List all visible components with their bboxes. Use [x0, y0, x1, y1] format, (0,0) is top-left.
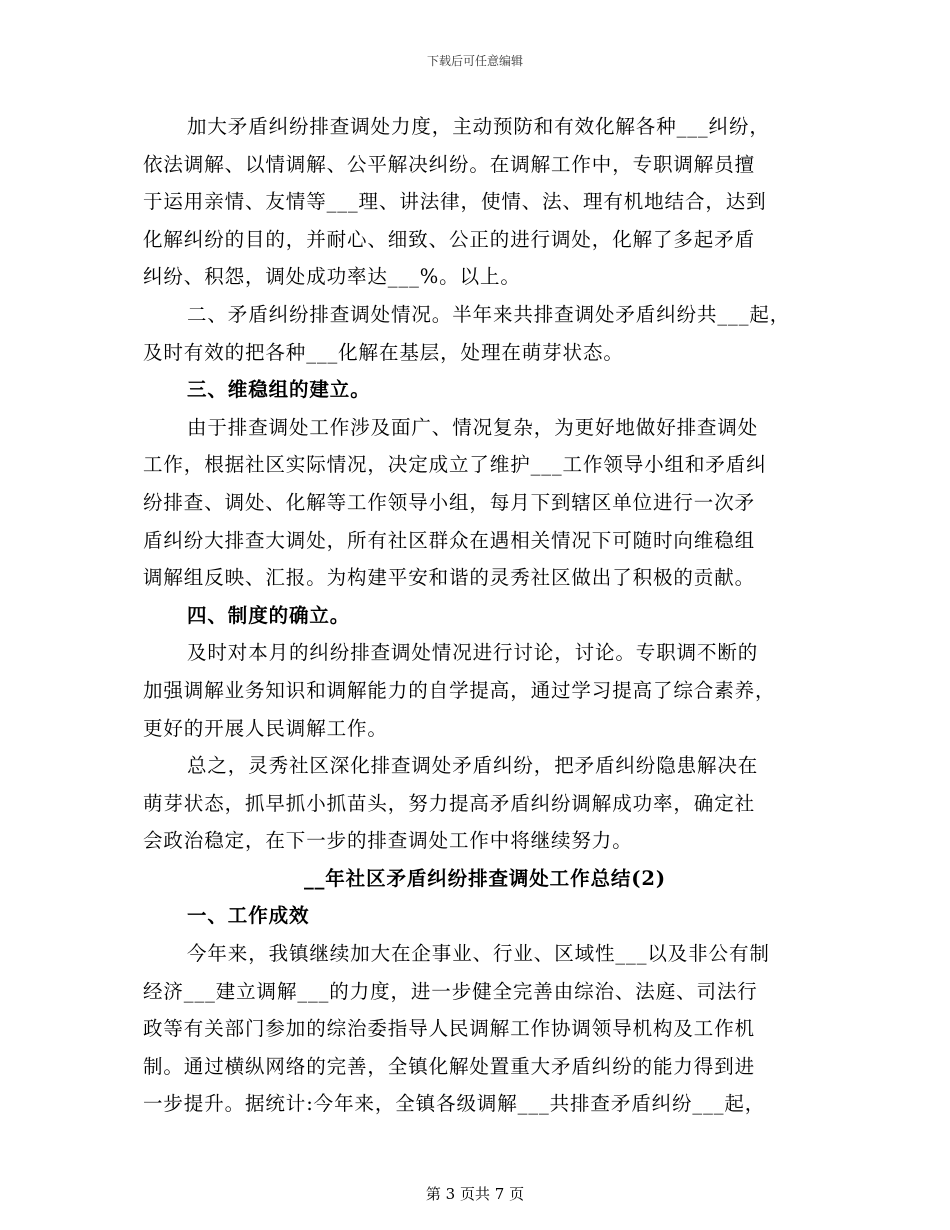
section-heading: 一、工作成效: [187, 904, 310, 928]
paragraph-line: 更好的开展人民调解工作。: [143, 716, 388, 740]
paragraph-line: 及时对本月的纠纷排查调处情况进行讨论，讨论。专职调不断的: [187, 641, 759, 665]
paragraph-line: 经济___建立调解___的力度，进一步健全完善由综治、法庭、司法行: [143, 979, 758, 1003]
paragraph-line: 政等有关部门参加的综治委指导人民调解工作协调领导机构及工作机: [143, 1017, 756, 1041]
paragraph-line: 工作，根据社区实际情况，决定成立了维护___工作领导小组和矛盾纠: [143, 453, 767, 477]
paragraph-line: 萌芽状态，抓早抓小抓苗头，努力提高矛盾纠纷调解成功率，确定社: [143, 791, 756, 815]
paragraph-line: 一步提升。据统计:今年来，全镇各级调解___共排查矛盾纠纷___起，: [143, 1092, 766, 1116]
paragraph-line: 纷排查、调处、化解等工作领导小组，每月下到辖区单位进行一次矛: [143, 490, 756, 514]
paragraph-line: 盾纠纷大排查大调处，所有社区群众在遇相关情况下可随时向维稳组: [143, 528, 756, 552]
page-footer: 第 3 页共 7 页: [425, 1185, 525, 1203]
document-body: [143, 108, 807, 1123]
paragraph-line: 调解组反映、汇报。为构建平安和谐的灵秀社区做出了积极的贡献。: [143, 566, 756, 590]
paragraph-line: 今年来，我镇继续加大在企事业、行业、区域性___以及非公有制: [187, 942, 770, 966]
paragraph-line: 化解纠纷的目的，并耐心、细致、公正的进行调处，化解了多起矛盾: [143, 227, 756, 251]
paragraph-line: 于运用亲情、友情等___理、讲法律，使情、法、理有机地结合，达到: [143, 190, 767, 214]
paragraph-line: 加强调解业务知识和调解能力的自学提高，通过学习提高了综合素养，: [143, 678, 776, 702]
page-header: 下载后可任意编辑: [426, 54, 523, 68]
paragraph-line: 制。通过横纵网络的完善，全镇化解处置重大矛盾纠纷的能力得到进: [143, 1054, 756, 1078]
paragraph-line: 会政治稳定，在下一步的排查调处工作中将继续努力。: [143, 829, 633, 853]
paragraph-line: 二、矛盾纠纷排查调处情况。半年来共排查调处矛盾纠纷共___起，: [187, 302, 791, 326]
paragraph-line: 加大矛盾纠纷排查调处力度，主动预防和有效化解各种___纠纷，: [187, 115, 770, 138]
document-title: __年社区矛盾纠纷排查调处工作总结(2): [303, 866, 667, 890]
paragraph-line: 总之，灵秀社区深化排查调处矛盾纠纷，把矛盾纠纷隐患解决在: [187, 754, 759, 778]
paragraph-line: 及时有效的把各种___化解在基层，处理在萌芽状态。: [143, 340, 624, 364]
section-heading: 四、制度的确立。: [187, 603, 351, 627]
paragraph-line: 依法调解、以情调解、公平解决纠纷。在调解工作中，专职调解员擅: [143, 152, 756, 176]
section-heading: 三、维稳组的建立。: [187, 378, 371, 402]
paragraph-line: 由于排查调处工作涉及面广、情况复杂，为更好地做好排查调处: [187, 415, 759, 439]
paragraph-line: 纠纷、积怨，调处成功率达___%。以上。: [143, 265, 521, 289]
